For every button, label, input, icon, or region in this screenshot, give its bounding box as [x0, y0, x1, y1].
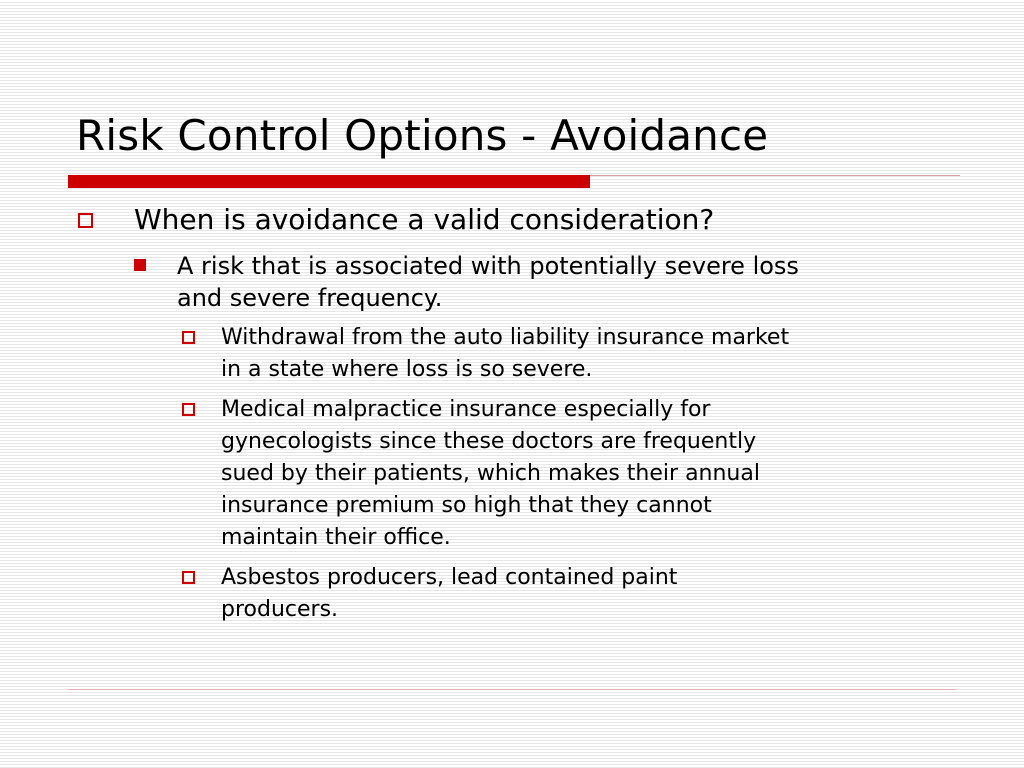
bullet-text-line: Asbestos producers, lead contained paint: [221, 565, 678, 590]
title-underline-thin: [590, 175, 960, 176]
footer-divider: [68, 689, 956, 690]
bullet-text-line: Withdrawal from the auto liability insurance market: [221, 325, 790, 350]
bullet-text-line: sued by their patients, which makes their annual: [221, 461, 760, 486]
bullet-text-line: in a state where loss is so severe.: [221, 357, 593, 382]
hollow-square-bullet-icon: [182, 571, 195, 584]
bullet-text-line: A risk that is associated with potentially severe loss: [177, 252, 799, 280]
bullet-text-line: maintain their office.: [221, 525, 451, 550]
bullet-text-line: When is avoidance a valid consideration?: [134, 203, 715, 236]
hollow-square-bullet-icon: [182, 403, 195, 416]
solid-square-bullet-icon: [134, 259, 146, 271]
hollow-square-bullet-icon: [182, 331, 195, 344]
bullet-text-line: producers.: [221, 597, 339, 622]
bullet-text-line: Medical malpractice insurance especially for: [221, 397, 711, 422]
slide-title: Risk Control Options - Avoidance: [76, 111, 769, 160]
bullet-text-line: and severe frequency.: [177, 284, 443, 312]
hollow-square-bullet-icon: [78, 213, 93, 228]
title-underline-accent: [68, 175, 590, 188]
bullet-text-line: insurance premium so high that they cannot: [221, 493, 712, 518]
bullet-text-line: gynecologists since these doctors are frequently: [221, 429, 757, 454]
